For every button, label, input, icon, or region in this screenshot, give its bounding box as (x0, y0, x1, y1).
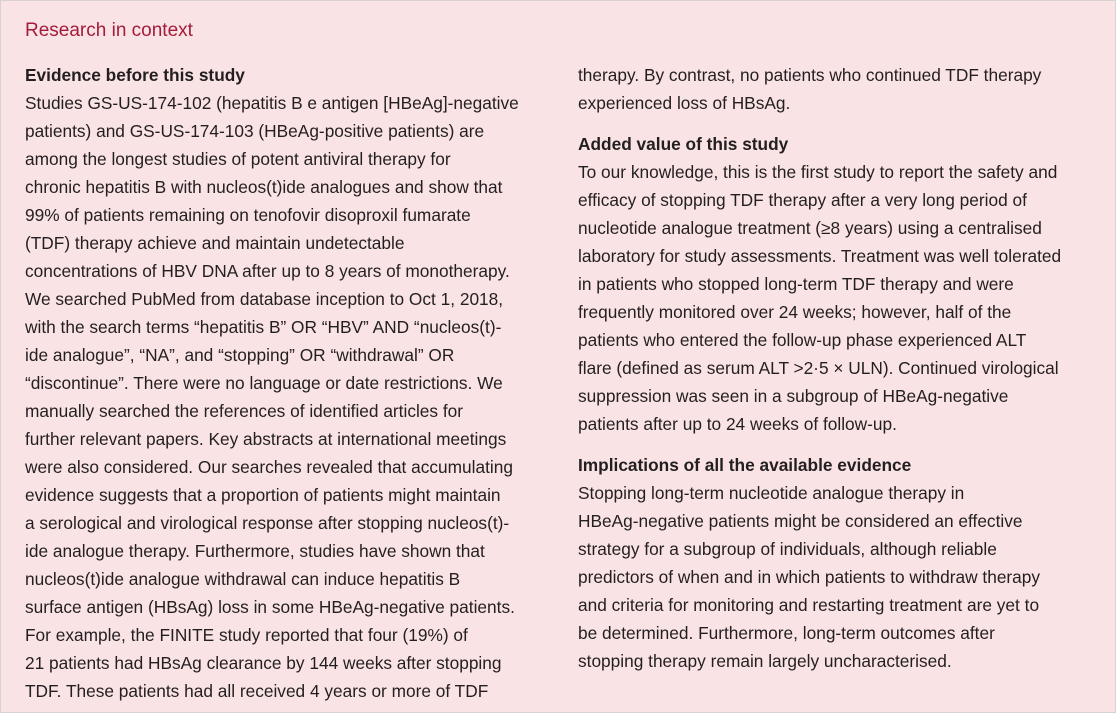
paragraph-line: surface antigen (HBsAg) loss in some HBeAg-negative patients. (25, 597, 515, 617)
paragraph-line: therapy. By contrast, no patients who continued TDF therapy (578, 65, 1042, 85)
paragraph-line: a serological and virological response after stopping nucleos(t)- (25, 513, 510, 533)
right-column (578, 61, 1103, 675)
section-heading-evidence: Evidence before this study (25, 65, 245, 85)
paragraph-line: among the longest studies of potent antiviral therapy for (25, 149, 451, 169)
paragraph-line: For example, the FINITE study reported that four (19%) of (25, 625, 468, 645)
paragraph-line: patients who entered the follow-up phase experienced ALT (578, 330, 1027, 350)
paragraph-line: patients) and GS-US-174-103 (HBeAg-positive patients) are (25, 121, 485, 141)
paragraph-line: frequently monitored over 24 weeks; however, half of the (578, 302, 1012, 322)
paragraph-line: efficacy of stopping TDF therapy after a very long period of (578, 190, 1027, 210)
added-value-paragraph (578, 158, 1103, 438)
paragraph-line: predictors of when and in which patients to withdraw therapy (578, 567, 1041, 587)
paragraph-line: strategy for a subgroup of individuals, although reliable (578, 539, 997, 559)
paragraph-line: be determined. Furthermore, long-term outcomes after (578, 623, 995, 643)
paragraph-line: nucleotide analogue treatment (≥8 years) using a centralised (578, 218, 1042, 238)
left-column (25, 61, 551, 705)
paragraph-line: nucleos(t)ide analogue withdrawal can induce hepatitis B (25, 569, 461, 589)
paragraph-line: To our knowledge, this is the first study to report the safety and (578, 162, 1058, 182)
paragraph-line: Stopping long-term nucleotide analogue therapy in (578, 483, 965, 503)
paragraph-line: We searched PubMed from database inception to Oct 1, 2018, (25, 289, 504, 309)
evidence-continuation (578, 61, 1103, 117)
paragraph-line: Studies GS-US-174-102 (hepatitis B e antigen [HBeAg]-negative (25, 93, 519, 113)
paragraph-line: experienced loss of HBsAg. (578, 93, 791, 113)
evidence-paragraph (25, 89, 551, 705)
section-gap (578, 117, 1103, 130)
paragraph-line: 99% of patients remaining on tenofovir disoproxil fumarate (25, 205, 471, 225)
paragraph-line: flare (defined as serum ALT >2·5 × ULN). Continued virological (578, 358, 1059, 378)
implications-paragraph (578, 479, 1103, 675)
paragraph-line: stopping therapy remain largely uncharacterised. (578, 651, 952, 671)
paragraph-line: further relevant papers. Key abstracts at international meetings (25, 429, 507, 449)
section-gap (578, 438, 1103, 451)
paragraph-line: evidence suggests that a proportion of patients might maintain (25, 485, 501, 505)
paragraph-line: patients after up to 24 weeks of follow-up. (578, 414, 897, 434)
paragraph-line: suppression was seen in a subgroup of HBeAg-negative (578, 386, 1009, 406)
paragraph-line: were also considered. Our searches revealed that accumulating (25, 457, 513, 477)
paragraph-line: ide analogue therapy. Furthermore, studies have shown that (25, 541, 485, 561)
paragraph-line: (TDF) therapy achieve and maintain undetectable (25, 233, 405, 253)
paragraph-line: TDF. These patients had all received 4 years or more of TDF (25, 681, 489, 701)
paragraph-line: in patients who stopped long-term TDF therapy and were (578, 274, 1014, 294)
section-heading-added-value: Added value of this study (578, 134, 789, 154)
paragraph-line: chronic hepatitis B with nucleos(t)ide analogues and show that (25, 177, 503, 197)
panel-title: Research in context (25, 20, 193, 41)
paragraph-line: with the search terms “hepatitis B” OR “HBV” AND “nucleos(t)- (25, 317, 502, 337)
paragraph-line: laboratory for study assessments. Treatment was well tolerated (578, 246, 1062, 266)
paragraph-line: “discontinue”. There were no language or date restrictions. We (25, 373, 503, 393)
paragraph-line: concentrations of HBV DNA after up to 8 years of monotherapy. (25, 261, 510, 281)
section-heading-implications: Implications of all the available evidence (578, 455, 912, 475)
paragraph-line: 21 patients had HBsAg clearance by 144 weeks after stopping (25, 653, 502, 673)
paragraph-line: ide analogue”, “NA”, and “stopping” OR “withdrawal” OR (25, 345, 455, 365)
paragraph-line: HBeAg-negative patients might be considered an effective (578, 511, 1023, 531)
paragraph-line: manually searched the references of identified articles for (25, 401, 464, 421)
paragraph-line: and criteria for monitoring and restarting treatment are yet to (578, 595, 1040, 615)
